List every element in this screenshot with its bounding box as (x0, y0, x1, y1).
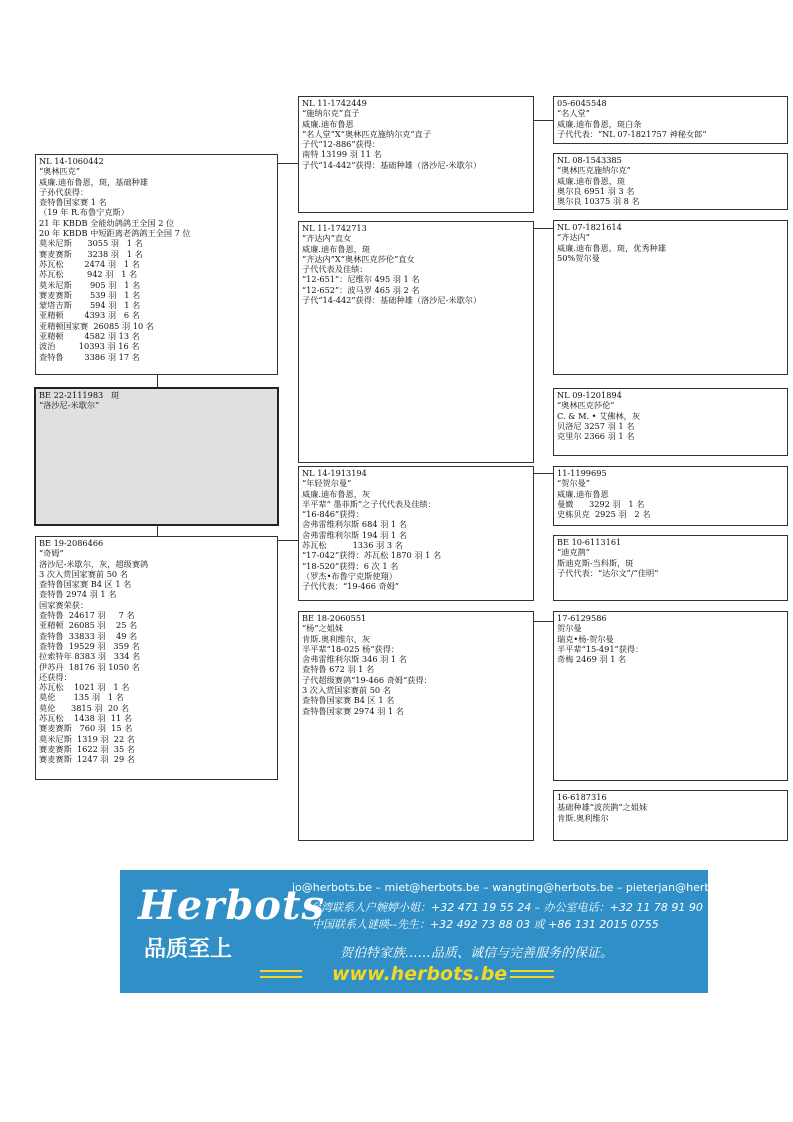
connector (278, 163, 298, 164)
sss-box (553, 96, 788, 144)
pedigree-line: “名人堂”X“奥林匹克施纳尔克”直子 (302, 128, 432, 139)
pedigree-line: 查特鲁 3386 羽 17 名 (39, 351, 140, 362)
pedigree-line: 子代“14-442”获得：基础种雄（洛沙尼-米歇尔） (302, 295, 482, 306)
pedigree-line: 赛麦赛斯 1622 羽 35 名 (39, 743, 135, 754)
pedigree-line: “齐达内”X“奥林匹克莎伦”直女 (302, 253, 415, 264)
pedigree-line: 查特鲁国家赛 B4 区 1 名 (302, 695, 395, 706)
pedigree-line: 苏瓦松 1336 羽 3 名 (302, 540, 403, 551)
pedigree-line: （19 年 R.布鲁宁克斯） (39, 207, 129, 218)
connector (533, 120, 553, 121)
ring-number: NL 14-1060442 (39, 156, 104, 166)
pedigree-line: 舍弗雷维利尔斯 346 羽 1 名 (302, 654, 407, 665)
pedigree-line: 半平辈“ 墨菲斯”之子代代表及佳绩： (302, 498, 436, 509)
connector (533, 621, 553, 622)
pedigree-line: 半平辈“15-491”获得： (557, 643, 644, 654)
dds-box (553, 611, 788, 781)
ssd-box (553, 153, 788, 210)
pedigree-line: 查特鲁 2974 羽 1 名 (39, 589, 117, 600)
pedigree-line: 威廉.迪布鲁恩，斑，优秀种雄 (557, 242, 667, 253)
pedigree-line: 莫米尼斯 3055 羽 1 名 (39, 238, 143, 249)
dss-box (553, 466, 788, 526)
divider (260, 970, 302, 972)
pedigree-line: 莫伦 135 羽 1 名 (39, 692, 124, 703)
pedigree-line: 波治 10393 羽 16 名 (39, 341, 140, 352)
pedigree-line: 查特鲁 19529 羽 359 名 (39, 640, 140, 651)
pedigree-line: 子代超级赛鸽“19-466 奇姆”获得： (302, 674, 432, 685)
ring-number: 16-6187316 (557, 792, 607, 802)
pedigree-line: 查特鲁国家赛 1 名 (39, 197, 107, 208)
pedigree-line: 瑞克•杨-贺尔曼 (557, 633, 614, 644)
pedigree-line: 子代代表：“NL 07-1821757 神秘女郎” (557, 128, 707, 139)
pedigree-line: “迪克鹊” (557, 547, 590, 558)
pedigree-line: 威廉.迪布鲁恩 (302, 118, 354, 129)
connector (278, 540, 298, 541)
pedigree-line: 伊苏丹 18176 羽 1050 名 (39, 661, 140, 672)
pedigree-line: 肯斯.奥利维尔 (557, 812, 609, 823)
pedigree-line: 基础种雄“波茨鹊”之姐妹 (557, 802, 648, 813)
pedigree-line: “奥林匹克” (39, 166, 81, 177)
ring-number: NL 08-1543385 (557, 155, 622, 165)
dam-dam-box (298, 611, 534, 841)
pedigree-line: 肯斯.奥利维尔，灰 (302, 633, 371, 644)
slogan: 品质至上 (144, 937, 233, 962)
pedigree-line: “贺尔曼” (557, 478, 590, 489)
pedigree-line: “奥林匹克莎伦” (557, 400, 615, 411)
sdd-box (553, 388, 788, 456)
pedigree-line: 国家赛荣获： (39, 599, 89, 610)
pedigree-line: “12-651”：尼维尔 495 羽 1 名 (302, 274, 420, 285)
ring-number: NL 11-1742713 (302, 223, 367, 233)
pedigree-line: “施纳尔克”直子 (302, 108, 360, 119)
ring-number: NL 11-1742449 (302, 98, 367, 108)
ring-number: BE 19-2086466 (39, 538, 104, 548)
ring-number: BE 18-2060551 (302, 613, 367, 623)
tagline: 贺伯特家族……品质、诚信与完善服务的保证。 (340, 946, 614, 961)
pedigree-line: 威廉.迪布鲁恩，斑，基础种雄 (39, 176, 149, 187)
pedigree-line: “16-846”获得： (302, 509, 364, 520)
herbots-logo: Herbots (138, 882, 325, 929)
pedigree-line: 奥尔良 10375 羽 8 名 (557, 196, 640, 207)
dsd-box (553, 535, 788, 601)
pedigree-line: 莫米尼斯 1319 羽 22 名 (39, 733, 135, 744)
pedigree-line: 史栋贝克 2925 羽 2 名 (557, 509, 651, 520)
contact-taiwan: 台湾联系人户婉婷小姐：+32 471 19 55 24 – 办公室电话：+32 11 78 91 90 (310, 901, 703, 914)
pedigree-line: 亚精顿 4582 羽 13 名 (39, 331, 140, 342)
ring-number: 05-6045548 (557, 98, 607, 108)
pedigree-line: “奥林匹克施纳尔克” (557, 165, 631, 176)
pedigree-line: C. & M. • 艾佛林，灰 (557, 410, 641, 421)
pedigree-line: 南特 13199 羽 11 名 (302, 149, 382, 160)
pedigree-line: 洛沙尼-米歇尔，灰，超级赛鸽 (39, 558, 149, 569)
pedigree-line: 贺尔曼 (557, 623, 582, 634)
pedigree-line: 查特鲁 24617 羽 7 名 (39, 610, 135, 621)
email-list[interactable]: jo@herbots.be – miet@herbots.be – wangting@herbots.be – pieterjan@herbots.be (292, 881, 746, 894)
pedigree-line: “12-652”：波马罗 465 羽 2 名 (302, 284, 420, 295)
pedigree-line: 奥尔良 6951 羽 3 名 (557, 185, 635, 196)
pedigree-line: 半平辈“18-025 杨”获得： (302, 643, 400, 654)
pedigree-line: 曼媺 3292 羽 1 名 (557, 498, 645, 509)
pedigree-line: “齐达内”直女 (302, 233, 352, 244)
divider (510, 970, 554, 972)
pedigree-line: （罗杰•布鲁宁克斯使翔） (302, 570, 397, 581)
sire-sire-box (298, 96, 534, 213)
pedigree-line: 查特鲁 33833 羽 49 名 (39, 630, 138, 641)
pedigree-line: 赛麦赛斯 3238 羽 1 名 (39, 248, 143, 259)
pedigree-line: 舍弗雷维利尔斯 194 羽 1 名 (302, 529, 407, 540)
contact-china: 中国联系人谜暎--先生：+32 492 73 88 03 或 +86 131 2015 0755 (312, 918, 659, 931)
pedigree-line: 还获得： (39, 671, 72, 682)
pedigree-line: “杨”之姐妹 (302, 623, 344, 634)
ring-number: BE 10-6113161 (557, 537, 622, 547)
pedigree-line: 克里尔 2366 羽 1 名 (557, 431, 635, 442)
pedigree-line: 舍弗雷维利尔斯 684 羽 1 名 (302, 519, 407, 530)
pedigree-line: 50%贺尔曼 (557, 252, 600, 263)
pedigree-line: 子代代表：“19-466 奇姆” (302, 581, 400, 592)
sire-dam-box (298, 221, 534, 463)
herbots-banner (120, 870, 746, 993)
sds-box (553, 220, 788, 375)
pedigree-line: 查特鲁 672 羽 1 名 (302, 664, 375, 675)
pedigree-line: 21 年 KBDB 全能幼鸽鸽王全国 2 位 (39, 217, 175, 228)
pedigree-line: 子代“12-886”获得： (302, 139, 381, 150)
pedigree-line: “17-042”获得：苏瓦松 1870 羽 1 名 (302, 550, 442, 561)
pedigree-line: 子代“14-442”获得：基础种雄（洛沙尼-米歇尔） (302, 159, 482, 170)
divider (260, 976, 302, 978)
website-link[interactable]: www.herbots.be (332, 963, 508, 985)
pedigree-line: “奇姆” (39, 548, 64, 559)
sire-box (35, 154, 278, 375)
pedigree-line: “洛沙尼-米歇尔” (39, 400, 100, 411)
ddd-box (553, 790, 788, 841)
pedigree-line: “齐达内” (557, 232, 590, 243)
pedigree-line: 亚精顿国家赛 26085 羽 10 名 (39, 320, 154, 331)
subject-box (34, 387, 279, 526)
pedigree-line: 苏瓦松 1021 羽 1 名 (39, 682, 130, 693)
pedigree-line: “年轻贺尔曼” (302, 478, 352, 489)
pedigree-line: 威廉.迪布鲁恩，斑 (302, 243, 371, 254)
ring-number: NL 14-1913194 (302, 468, 367, 478)
pedigree-line: 亚精顿 26085 羽 25 名 (39, 620, 138, 631)
pedigree-line: 奇梅 2469 羽 1 名 (557, 654, 627, 665)
pedigree-line: 威廉.迪布鲁恩，斑白条 (557, 118, 642, 129)
pedigree-line: 子孙代获得： (39, 186, 89, 197)
pedigree-line: 莫伦 3815 羽 20 名 (39, 702, 130, 713)
divider (510, 976, 554, 978)
pedigree-line: 子代代表：“达尔文”/“佳明” (557, 567, 659, 578)
ring-number: 11-1199695 (557, 468, 607, 478)
ring-number: 17-6129586 (557, 613, 607, 623)
pedigree-line: 亚精顿 4393 羽 6 名 (39, 310, 140, 321)
pedigree-line: 蒙塔吉斯 594 羽 1 名 (39, 300, 141, 311)
pedigree-line: 查特鲁国家赛 2974 羽 1 名 (302, 705, 404, 716)
pedigree-line: “名人堂” (557, 108, 590, 119)
pedigree-line: 拉索特年 8383 羽 334 名 (39, 651, 141, 662)
pedigree-line: 苏瓦松 942 羽 1 名 (39, 269, 138, 280)
pedigree-line: “18-520”获得：6 次 1 名 (302, 560, 399, 571)
pedigree-line: 子代代表及佳绩： (302, 264, 368, 275)
connector (533, 228, 553, 229)
pedigree-line: 赛麦赛斯 539 羽 1 名 (39, 289, 141, 300)
ring-number: NL 09-1201894 (557, 390, 622, 400)
pedigree-line: 莫米尼斯 905 羽 1 名 (39, 279, 141, 290)
pedigree-line: 斯迪克斯-当科斯，斑 (557, 557, 634, 568)
pedigree-line: 威廉.迪布鲁恩 (557, 488, 609, 499)
connector (157, 374, 158, 388)
pedigree-line: 苏瓦松 2474 羽 1 名 (39, 258, 140, 269)
pedigree-line: 3 次入赏国家赛前 50 名 (302, 685, 391, 696)
pedigree-line: 贝洛尼 3257 羽 1 名 (557, 420, 635, 431)
dam-box (35, 536, 278, 780)
ring-number: NL 07-1821614 (557, 222, 622, 232)
ring-number: BE 22-2111983 斑 (39, 390, 120, 400)
pedigree-line: 20 年 KBDB 中短距离老鸽鸽王全国 7 位 (39, 228, 191, 239)
pedigree-line: 威廉.迪布鲁恩，灰 (302, 488, 371, 499)
pedigree-line: 3 次入赏国家赛前 50 名 (39, 568, 128, 579)
pedigree-line: 苏瓦松 1438 羽 11 名 (39, 713, 133, 724)
pedigree-line: 威廉.迪布鲁恩，斑 (557, 175, 626, 186)
connector (533, 473, 553, 474)
pedigree-line: 赛麦赛斯 1247 羽 29 名 (39, 754, 135, 765)
pedigree-line: 赛麦赛斯 760 羽 15 名 (39, 723, 133, 734)
pedigree-line: 查特鲁国家赛 B4 区 1 名 (39, 579, 132, 590)
dam-sire-box (298, 466, 534, 601)
